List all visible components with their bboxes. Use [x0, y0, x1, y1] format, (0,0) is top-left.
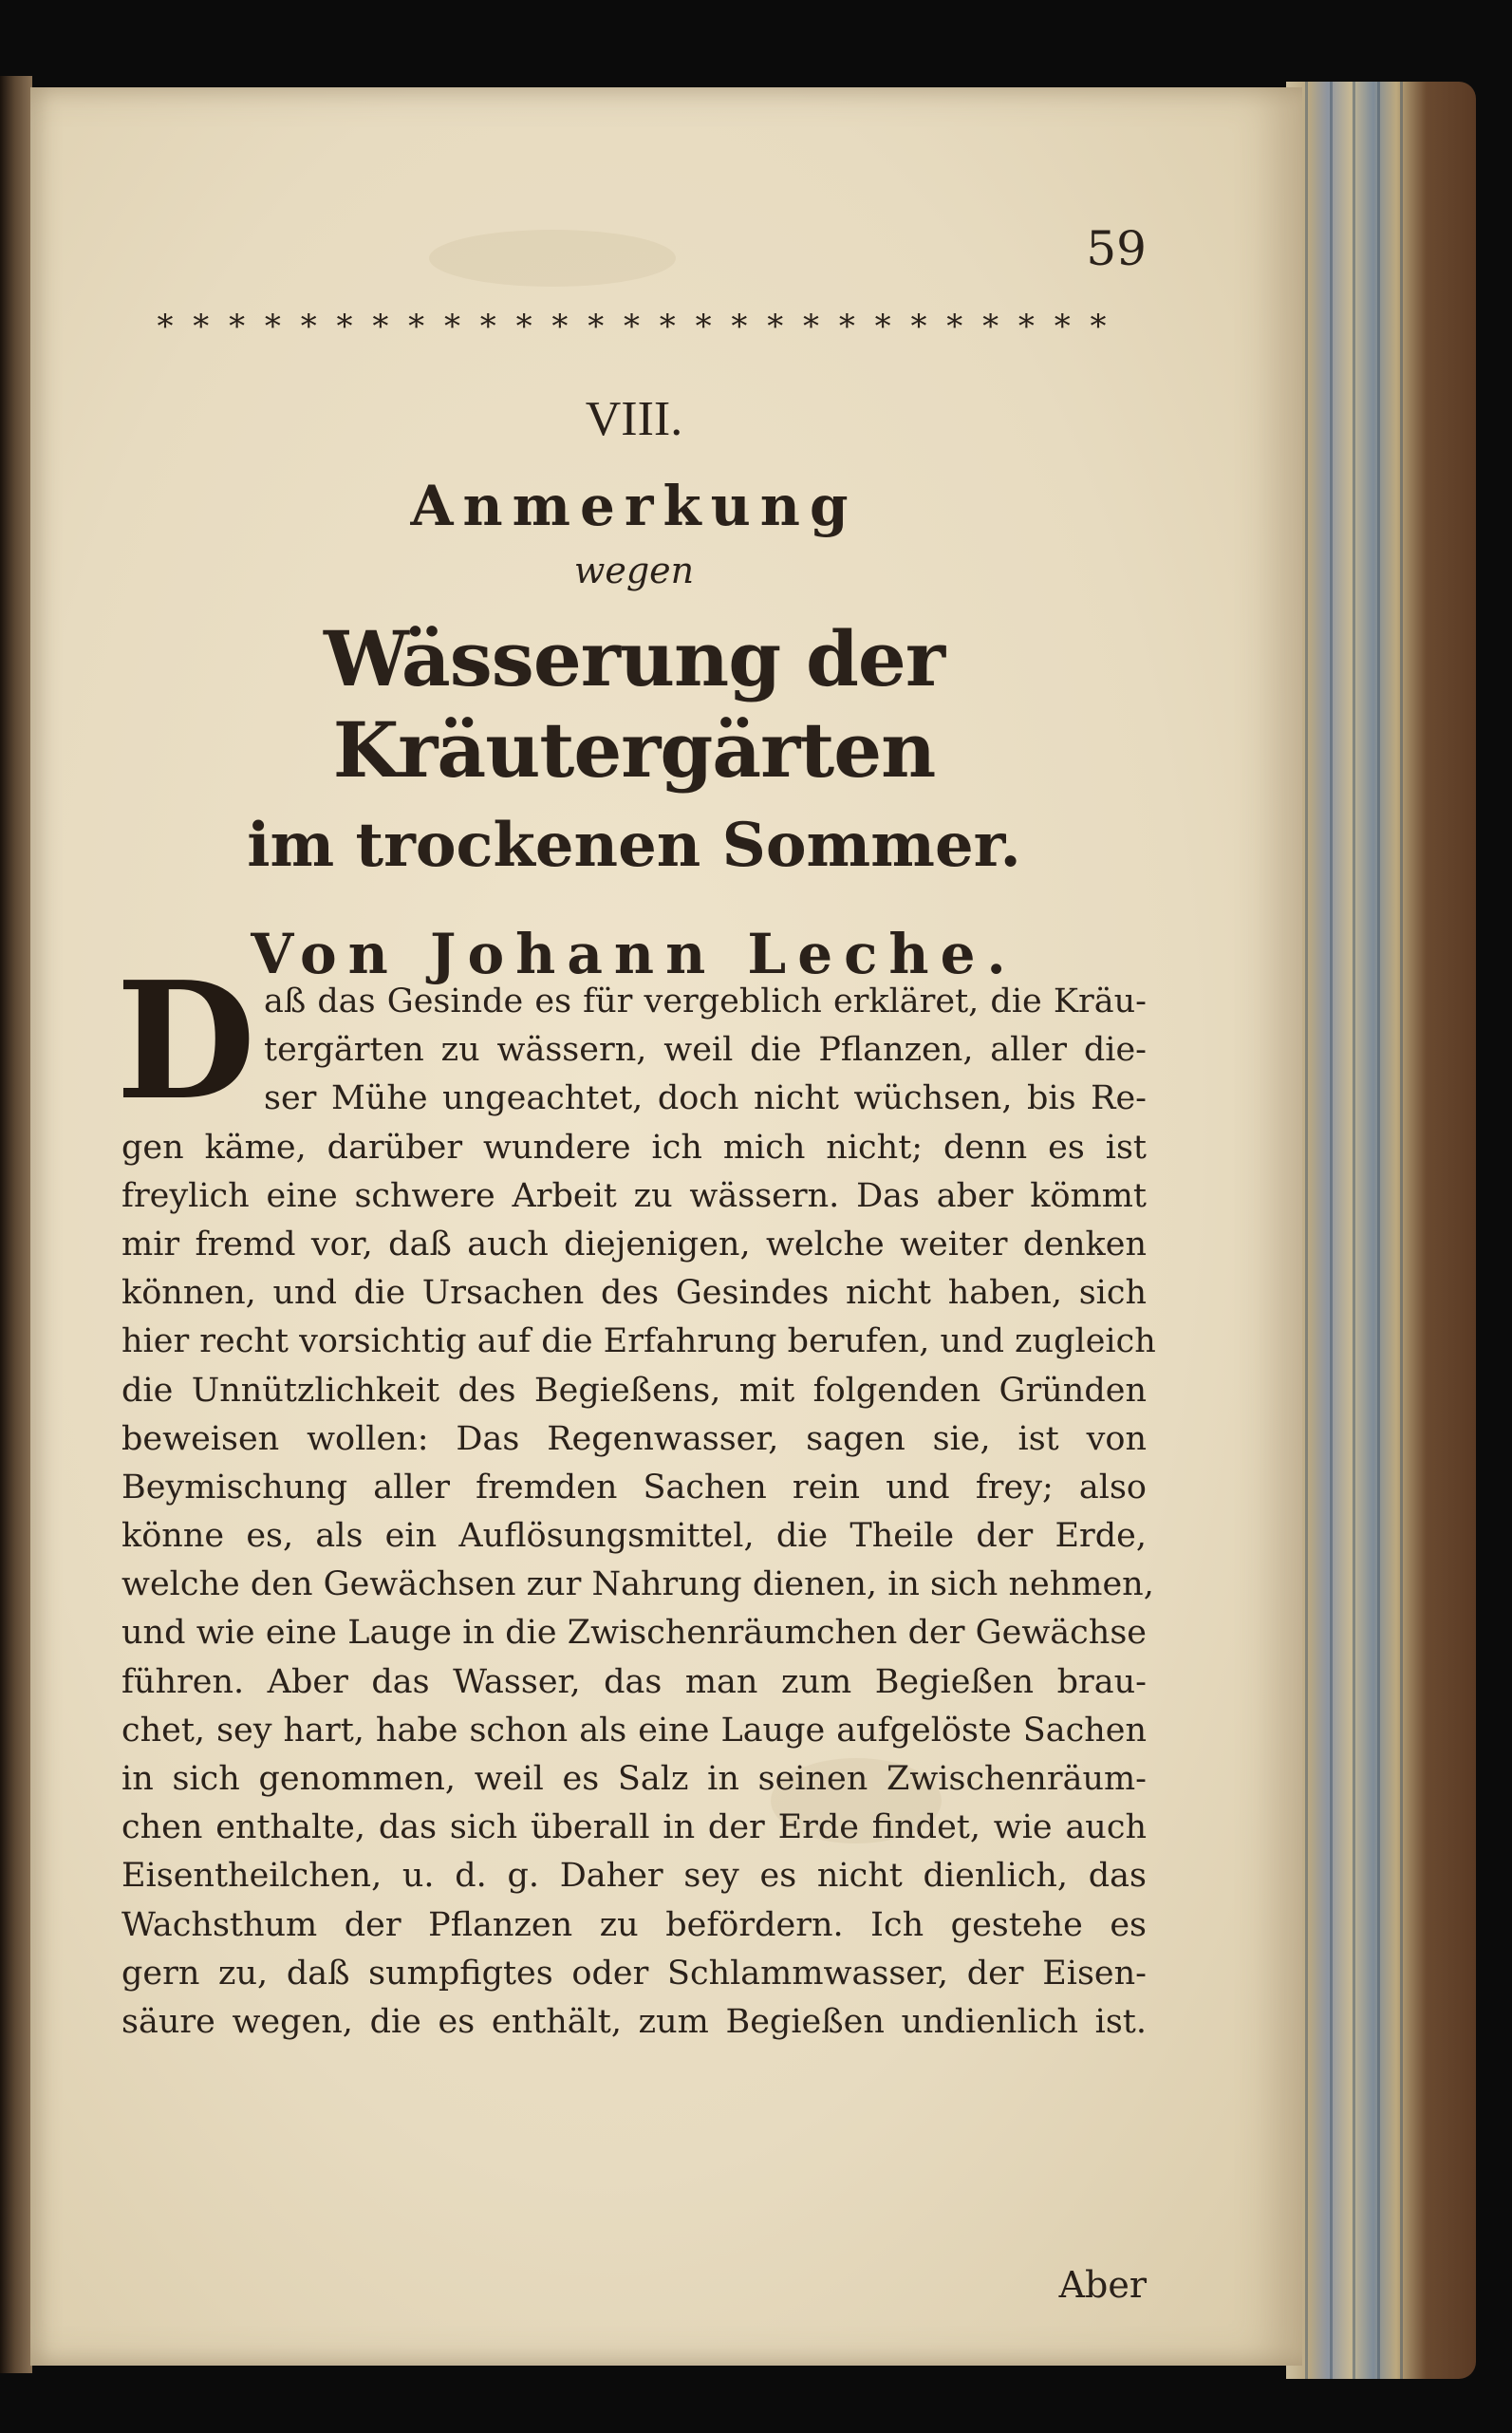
previous-page-edge: [0, 76, 32, 2373]
heading-kicker: Anmerkung: [410, 474, 858, 538]
body-line: ser Mühe ungeachtet, doch nicht wüchsen, bis Re-: [264, 1079, 1147, 1118]
body-line: welche den Gewächsen zur Nahrung dienen, in sich nehmen,: [121, 1565, 1154, 1604]
book-fore-edge: [1286, 82, 1476, 2379]
book-page: [30, 87, 1302, 2366]
author-line: Von Johann Leche.: [251, 922, 1017, 986]
body-line: chen enthalte, das sich überall in der Erde findet, wie auch: [121, 1808, 1147, 1847]
main-title: Wässerung der Kräutergärten: [324, 614, 944, 795]
ornamental-star-rule: * * * * * * * * * * * * * * * * * * * * * * * * * * *: [157, 308, 1111, 346]
body-line: gen käme, darüber wundere ich mich nicht; denn es ist: [121, 1128, 1147, 1167]
body-line: in sich genommen, weil es Salz in seinen Zwischenräum-: [121, 1760, 1147, 1798]
catchword: Aber: [1058, 2264, 1147, 2306]
heading-connector: wegen: [573, 550, 695, 591]
body-line: gern zu, daß sumpfigtes oder Schlammwasser, der Eisen-: [121, 1954, 1147, 1993]
body-line: Beymischung aller fremden Sachen rein und frey; also: [121, 1468, 1147, 1507]
body-line: führen. Aber das Wasser, das man zum Begießen brau-: [121, 1662, 1147, 1701]
body-line: hier recht vorsichtig auf die Erfahrung berufen, und zugleich: [121, 1322, 1156, 1361]
body-line: freylich eine schwere Arbeit zu wässern. Das aber kömmt: [121, 1176, 1147, 1215]
body-line: könne es, als ein Auflösungsmittel, die Theile der Erde,: [121, 1517, 1147, 1556]
body-line: tergärten zu wässern, weil die Pflanzen, aller die-: [264, 1031, 1147, 1070]
body-line: und wie eine Lauge in die Zwischenräumchen der Gewächse: [121, 1614, 1147, 1653]
title-block: [121, 391, 1147, 987]
body-line: aß das Gesinde es für vergeblich erkläret, die Kräu-: [264, 983, 1147, 1020]
page-number: 59: [1086, 221, 1147, 276]
body-line: chet, sey hart, habe schon als eine Lauge aufgelöste Sachen: [121, 1711, 1147, 1750]
body-line: Eisentheilchen, u. d. g. Daher sey es nicht dienlich, das: [121, 1857, 1147, 1896]
body-line: können, und die Ursachen des Gesindes nicht haben, sich: [121, 1274, 1147, 1313]
drop-cap: D: [116, 946, 256, 1136]
subtitle: im trockenen Sommer.: [247, 810, 1021, 881]
section-number: VIII.: [585, 392, 683, 446]
body-line: mir fremd vor, daß auch diejenigen, welche weiter denken: [121, 1225, 1147, 1263]
body-line: beweisen wollen: Das Regenwasser, sagen sie, ist von: [121, 1419, 1147, 1458]
body-line: Wachsthum der Pflanzen zu befördern. Ich gestehe es: [121, 1905, 1147, 1944]
body-line: säure wegen, die es enthält, zum Begießen undienlich ist.: [121, 2002, 1147, 2041]
body-line: die Unnützlichkeit des Begießens, mit folgenden Gründen: [121, 1371, 1147, 1410]
